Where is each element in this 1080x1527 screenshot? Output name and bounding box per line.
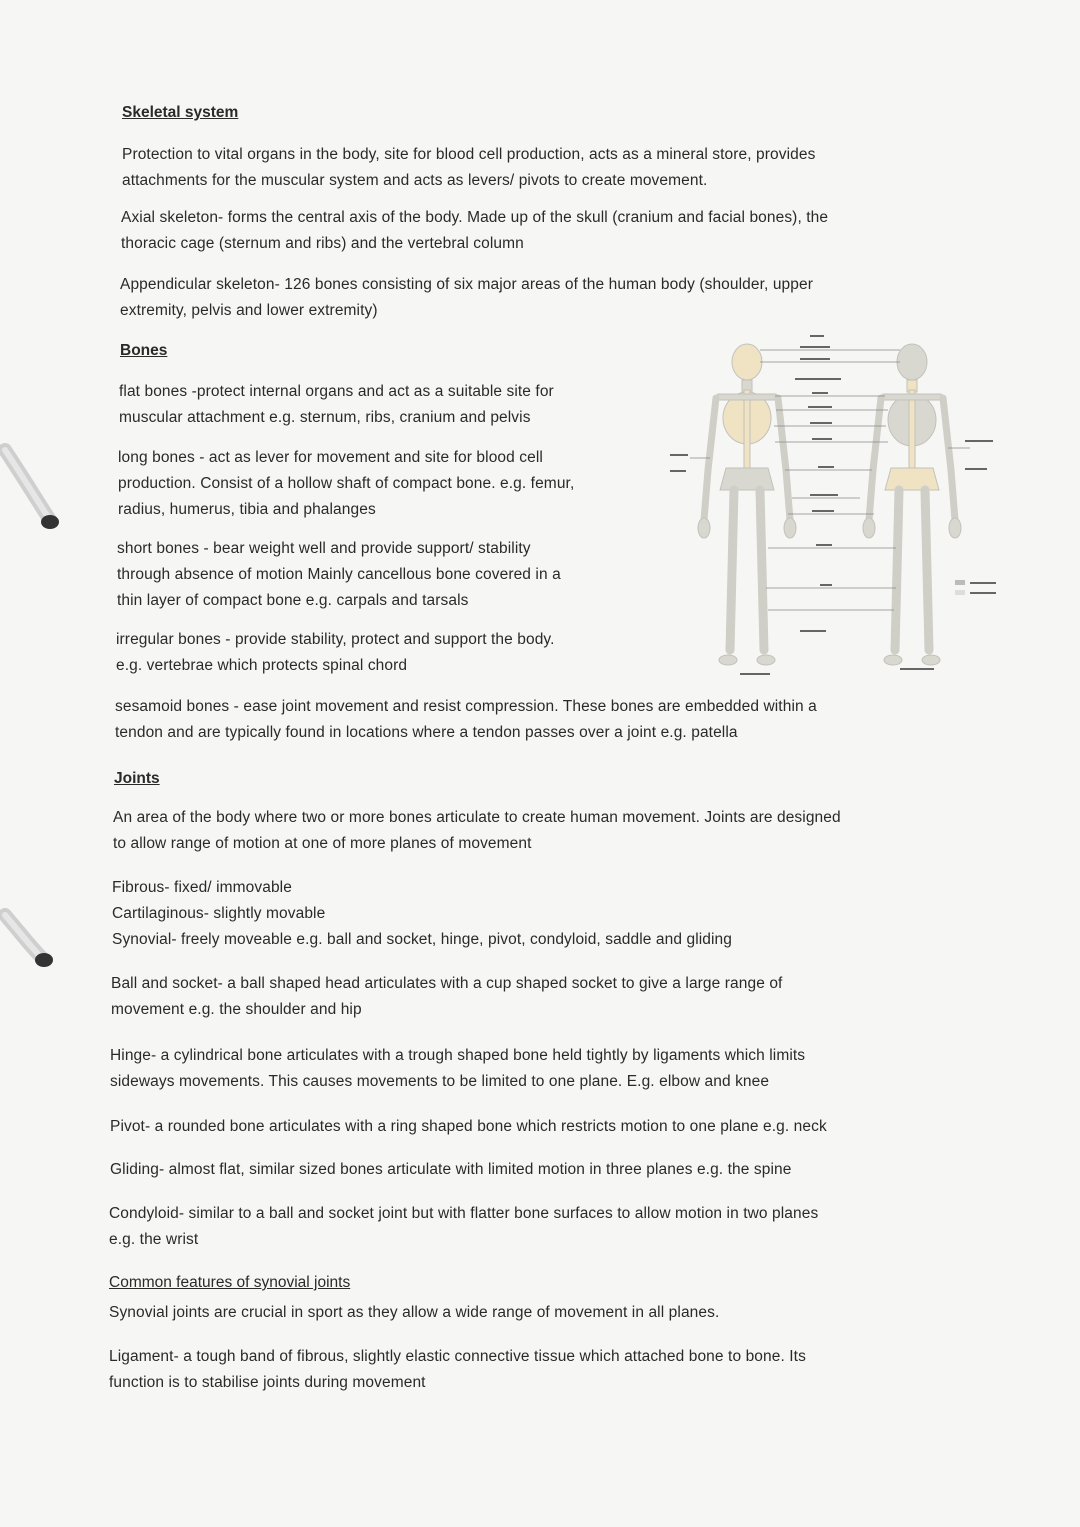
text-line: Pivot- a rounded bone articulates with a ring shaped bone which restricts motion to one plane e.g. neck xyxy=(110,1118,827,1135)
long-bones-paragraph xyxy=(118,445,574,523)
synovial-intro-paragraph xyxy=(109,1300,719,1326)
pivot-paragraph xyxy=(110,1114,827,1140)
gliding-paragraph xyxy=(110,1157,791,1183)
text-line: attachments for the muscular system and acts as levers/ pivots to create movement. xyxy=(122,172,708,189)
list-item: Synovial- freely moveable e.g. ball and socket, hinge, pivot, condyloid, saddle and gliding xyxy=(112,931,733,948)
diagram-label-marks xyxy=(670,335,996,675)
section-heading-synovial: Common features of synovial joints xyxy=(109,1274,351,1291)
hinge-paragraph xyxy=(110,1043,805,1095)
text-line: Ligament- a tough band of fibrous, slightly elastic connective tissue which attached bone to bone. Its xyxy=(109,1348,806,1365)
condyloid-paragraph xyxy=(109,1201,818,1253)
sesamoid-bones-paragraph xyxy=(115,694,817,746)
text-line: irregular bones - provide stability, protect and support the body. xyxy=(116,631,555,648)
anterior-skeleton-figure xyxy=(698,344,796,665)
axial-skeleton-paragraph xyxy=(121,205,828,257)
text-line: Gliding- almost flat, similar sized bones articulate with limited motion in three planes e.g. the spine xyxy=(110,1161,792,1178)
irregular-bones-paragraph xyxy=(116,627,555,679)
text-line: thin layer of compact bone e.g. carpals and tarsals xyxy=(117,592,469,609)
text-line: sesamoid bones - ease joint movement and resist compression. These bones are embedded within a xyxy=(115,698,817,715)
text-line: sideways movements. This causes movements to be limited to one plane. E.g. elbow and knee xyxy=(110,1073,770,1090)
posterior-skeleton-figure xyxy=(863,344,961,665)
text-line: Protection to vital organs in the body, site for blood cell production, acts as a mineral store, provides xyxy=(122,146,816,163)
text-line: thoracic cage (sternum and ribs) and the vertebral column xyxy=(121,235,524,252)
section-heading-skeletal: Skeletal system xyxy=(122,104,239,121)
ligament-paragraph xyxy=(109,1344,806,1396)
text-line: tendon and are typically found in locations where a tendon passes over a joint e.g. patella xyxy=(115,724,738,741)
text-line: production. Consist of a hollow shaft of compact bone. e.g. femur, xyxy=(118,475,575,492)
appendicular-skeleton-paragraph xyxy=(120,272,813,324)
text-line: short bones - bear weight well and provide support/ stability xyxy=(117,540,531,557)
text-line: radius, humerus, tibia and phalanges xyxy=(118,501,376,518)
binder-ring-icon xyxy=(0,900,70,1020)
text-line: to allow range of motion at one of more planes of movement xyxy=(113,835,532,852)
text-line: e.g. the wrist xyxy=(109,1231,199,1248)
text-line: movement e.g. the shoulder and hip xyxy=(111,1001,362,1018)
list-item: Fibrous- fixed/ immovable xyxy=(112,879,292,896)
section-heading-bones: Bones xyxy=(120,342,168,359)
text-line: Hinge- a cylindrical bone articulates with a trough shaped bone held tightly by ligaments which limits xyxy=(110,1047,806,1064)
text-line: long bones - act as lever for movement and site for blood cell xyxy=(118,449,543,466)
joints-intro-paragraph xyxy=(113,805,841,857)
text-line: Condyloid- similar to a ball and socket joint but with flatter bone surfaces to allow motion in two planes xyxy=(109,1205,819,1222)
text-line: flat bones -protect internal organs and act as a suitable site for xyxy=(119,383,554,400)
text-line: Synovial joints are crucial in sport as they allow a wide range of movement in all planes. xyxy=(109,1304,720,1321)
text-line: muscular attachment e.g. sternum, ribs, cranium and pelvis xyxy=(119,409,531,426)
text-line: Appendicular skeleton- 126 bones consisting of six major areas of the human body (shoulder, upper xyxy=(120,276,813,293)
text-line: extremity, pelvis and lower extremity) xyxy=(120,302,378,319)
list-item: Cartilaginous- slightly movable xyxy=(112,905,326,922)
section-heading-joints: Joints xyxy=(114,770,160,787)
skeletal-intro-paragraph xyxy=(122,142,815,194)
text-line: Ball and socket- a ball shaped head articulates with a cup shaped socket to give a large range of xyxy=(111,975,783,992)
binder-ring-icon xyxy=(0,440,70,560)
text-line: Axial skeleton- forms the central axis of the body. Made up of the skull (cranium and facial bones), the xyxy=(121,209,829,226)
text-line: through absence of motion Mainly cancellous bone covered in a xyxy=(117,566,561,583)
short-bones-paragraph xyxy=(117,536,561,614)
joint-types-list xyxy=(112,875,732,953)
ball-socket-paragraph xyxy=(111,971,782,1023)
skeleton-diagram xyxy=(650,330,1010,685)
flat-bones-paragraph xyxy=(119,379,554,431)
text-line: An area of the body where two or more bones articulate to create human movement. Joints are designed xyxy=(113,809,841,826)
text-line: function is to stabilise joints during movement xyxy=(109,1374,426,1391)
text-line: e.g. vertebrae which protects spinal chord xyxy=(116,657,408,674)
